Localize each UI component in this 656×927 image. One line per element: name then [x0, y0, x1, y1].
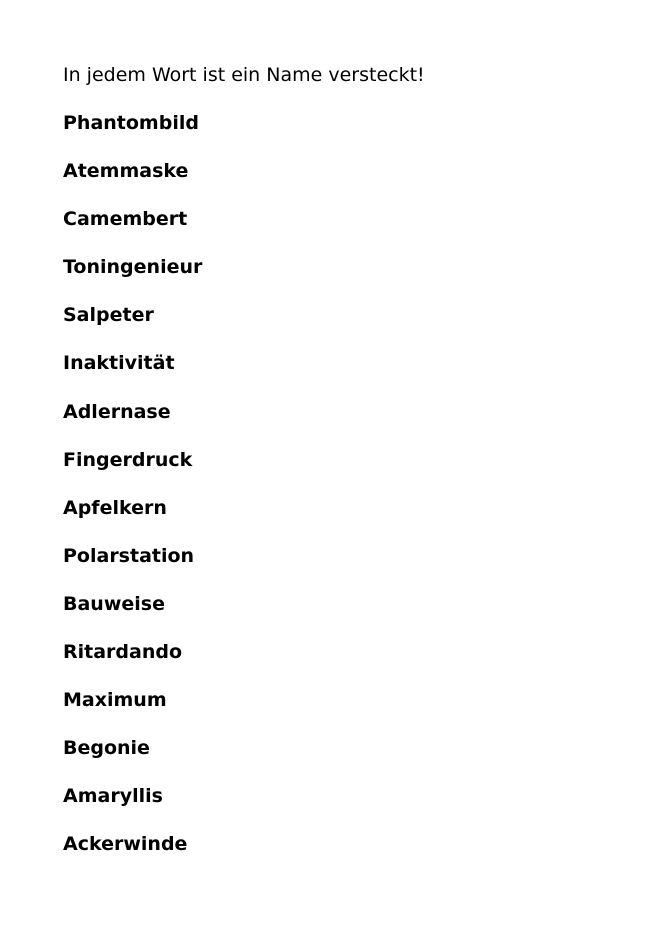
- word-item: Inaktivität: [63, 352, 175, 375]
- word-item: Fingerdruck: [63, 448, 193, 471]
- word-item: Camembert: [63, 208, 188, 231]
- word-list: [63, 111, 202, 881]
- word-item: Begonie: [63, 737, 150, 760]
- word-item: Polarstation: [63, 544, 195, 567]
- word-item: Ackerwinde: [63, 833, 188, 856]
- word-item: Apfelkern: [63, 496, 167, 519]
- word-item: Salpeter: [63, 304, 154, 327]
- word-item: Amaryllis: [63, 785, 163, 808]
- word-item: Bauweise: [63, 592, 165, 615]
- word-item: Phantombild: [63, 112, 199, 134]
- word-item: Toningenieur: [63, 256, 203, 279]
- word-item: Ritardando: [63, 641, 183, 664]
- word-item: Adlernase: [63, 400, 171, 423]
- word-item: Atemmaske: [63, 160, 189, 183]
- instruction-text: In jedem Wort ist ein Name versteckt!: [63, 64, 425, 86]
- word-item: Maximum: [63, 689, 167, 712]
